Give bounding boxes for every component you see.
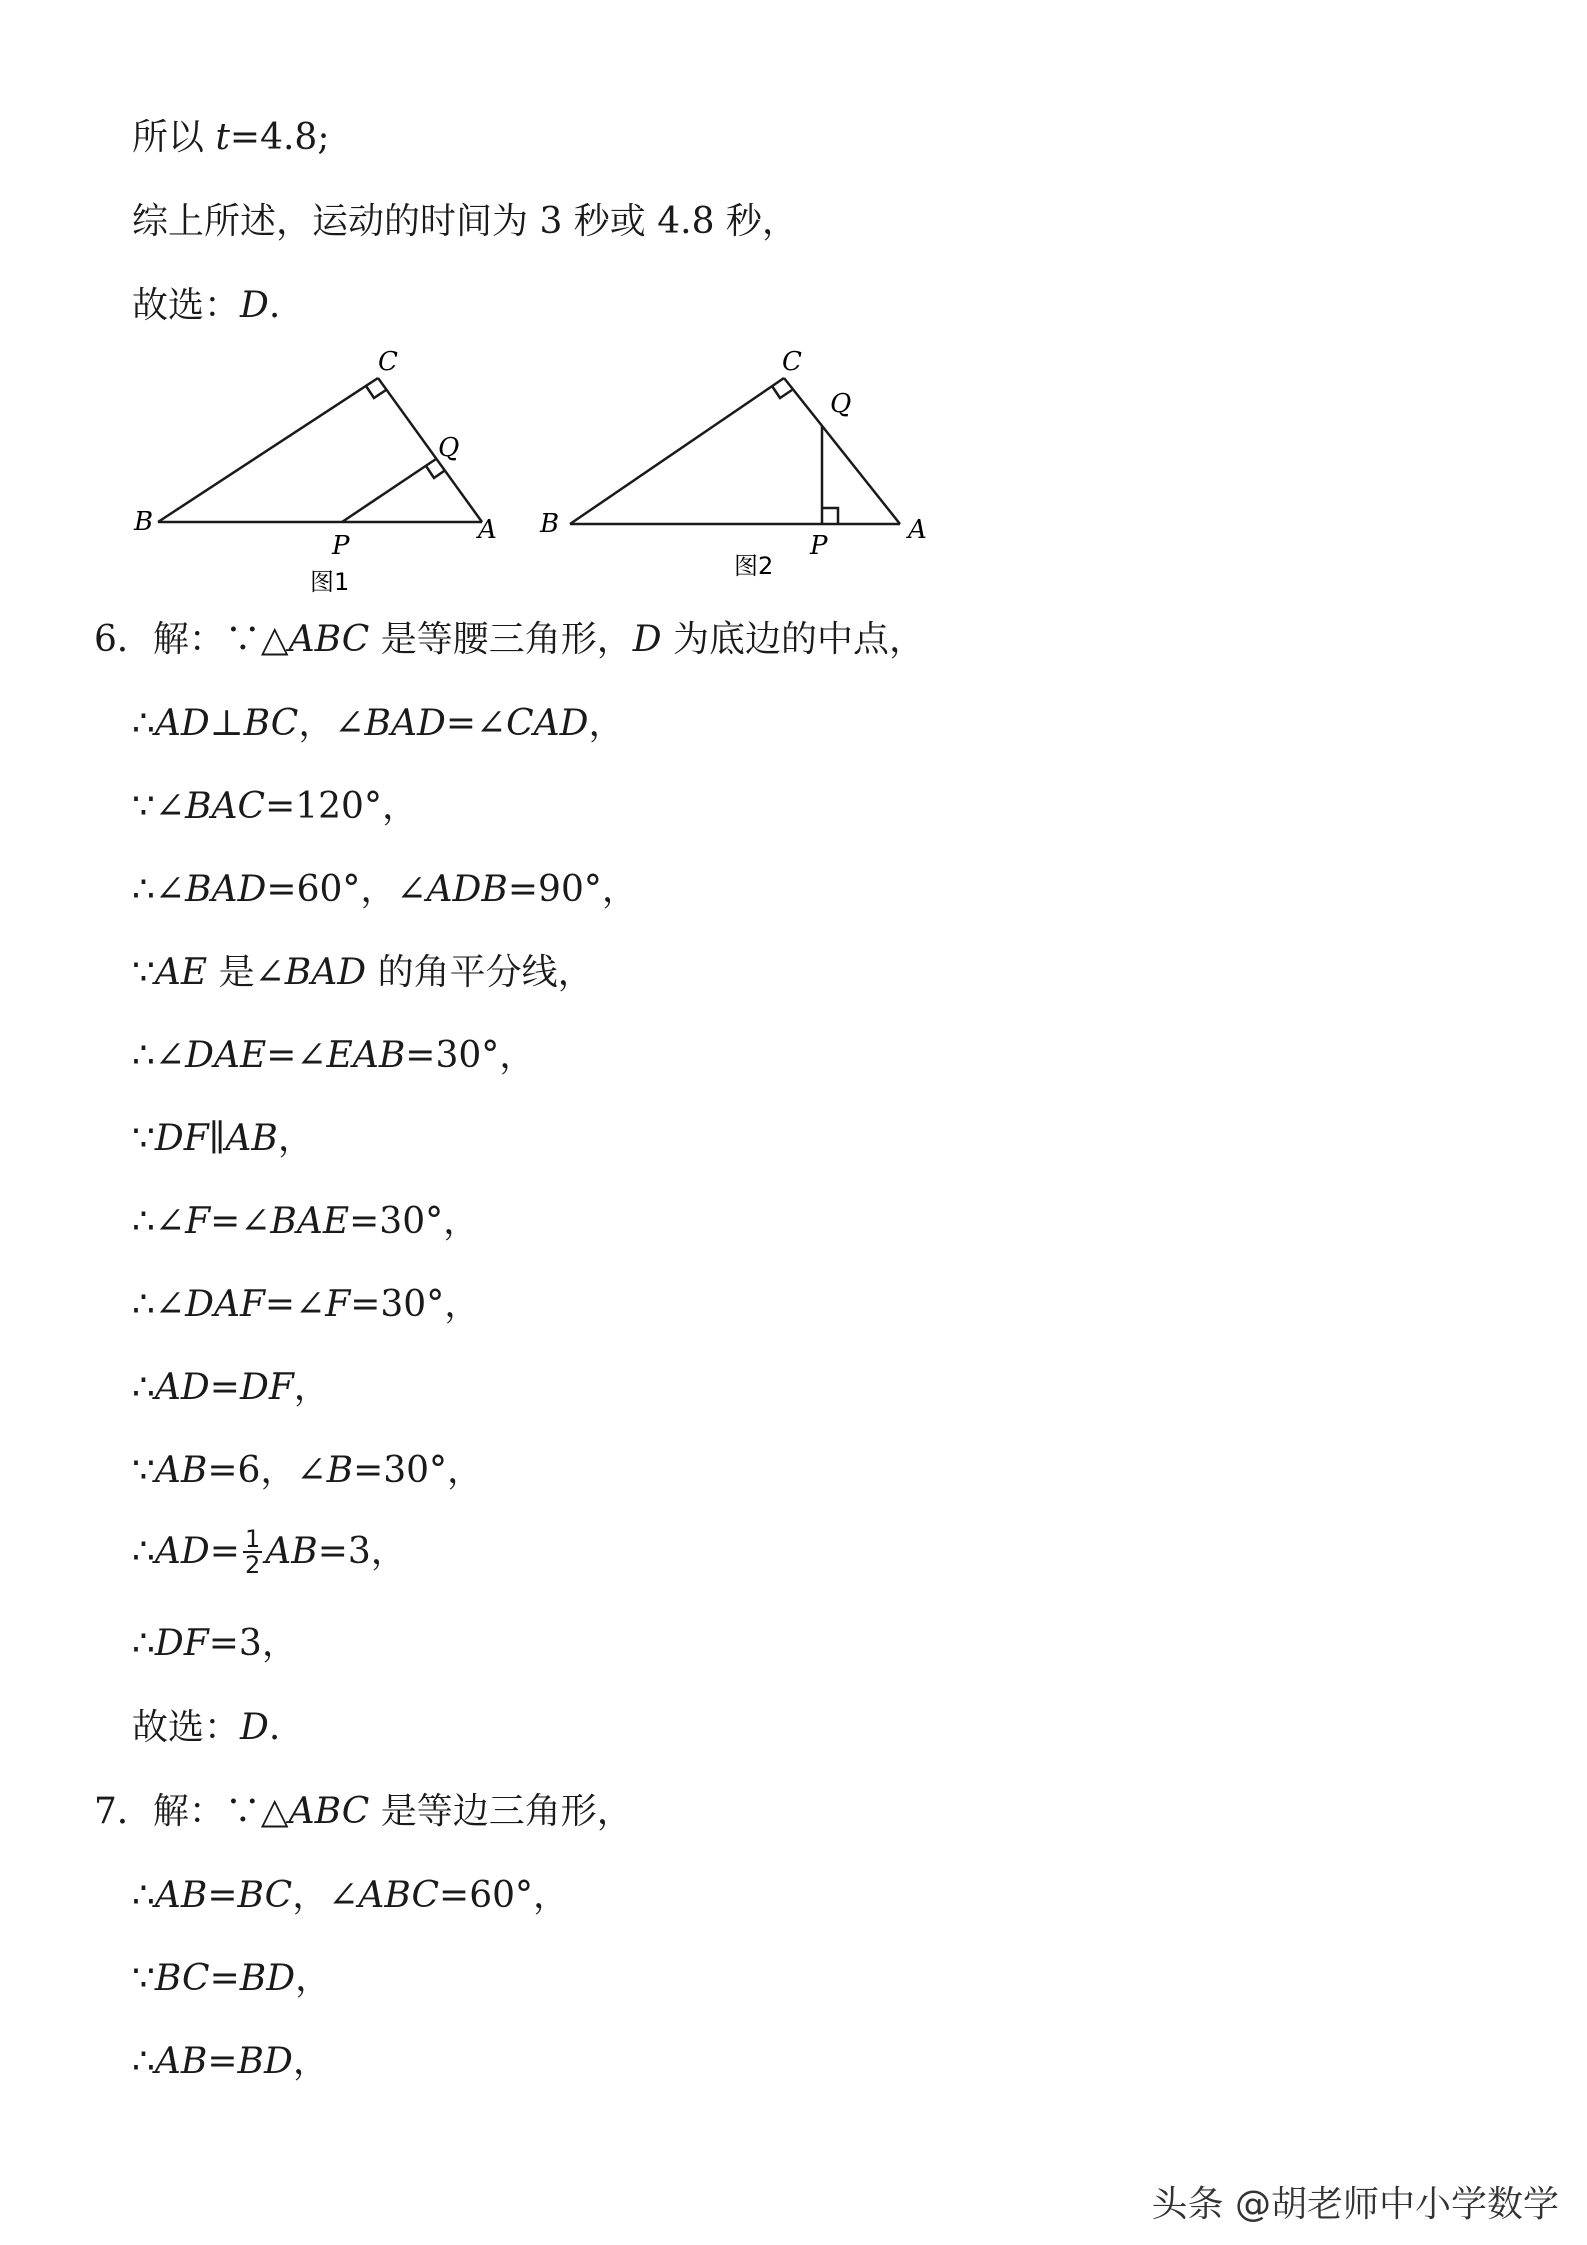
question-6-heading: 6．解：∵△ABC 是等腰三角形，D 为底边的中点， [94,619,926,660]
fraction: $\frac{1}{2}$ [244,1525,261,1579]
label-P: P [810,531,828,561]
label-C: C [782,347,802,377]
proof-step: ∴∠DAF=∠F=30°， [132,1284,481,1325]
label-P: P [332,531,350,561]
label-B: B [540,509,560,539]
proof-step: ∴AB=BC，∠ABC=60°， [132,1875,570,1916]
proof-step: ∵BC=BD， [132,1958,332,1999]
text-line: 故选：D. [132,285,281,326]
geometry-figure-1 [120,340,520,600]
proof-step: ∴AB=BD， [132,2041,329,2082]
question-7-heading: 7．解：∵△ABC 是等边三角形， [94,1791,633,1832]
proof-step: ∴AD= $\frac{1}{2}$ AB=3， [132,1525,407,1579]
proof-step: ∴∠BAD=60°，∠ADB=90°， [132,869,638,910]
figure-caption: 图1 [310,568,350,596]
proof-step: ∴∠DAE=∠EAB=30°， [132,1035,536,1076]
proof-step: ∵AE 是∠BAD 的角平分线， [132,952,594,993]
watermark: 头条 @胡老师中小学数学 [1151,2184,1559,2225]
proof-step: 故选：D. [132,1707,281,1748]
geometry-figure-2 [520,340,940,600]
label-A: A [908,515,927,545]
label-C: C [378,347,398,377]
proof-step: ∵∠BAC=120°， [132,786,418,827]
proof-step: ∴∠F=∠BAE=30°， [132,1201,480,1242]
proof-step: ∴AD⊥BC，∠BAD=∠CAD， [132,703,625,744]
figure-caption: 图2 [734,552,774,580]
proof-step: ∴DF=3， [132,1623,298,1664]
text-line: 所以 t=4.8; [132,117,330,158]
label-Q: Q [438,433,460,463]
label-B: B [134,507,154,537]
proof-step: ∵DF∥AB， [132,1118,314,1159]
text-line: 综上所述，运动的时间为 3 秒或 4.8 秒， [132,201,798,242]
proof-step: ∵AB=6，∠B=30°， [132,1450,484,1491]
proof-step: ∴AD=DF， [132,1367,330,1408]
label-A: A [478,515,497,545]
label-Q: Q [830,389,852,419]
